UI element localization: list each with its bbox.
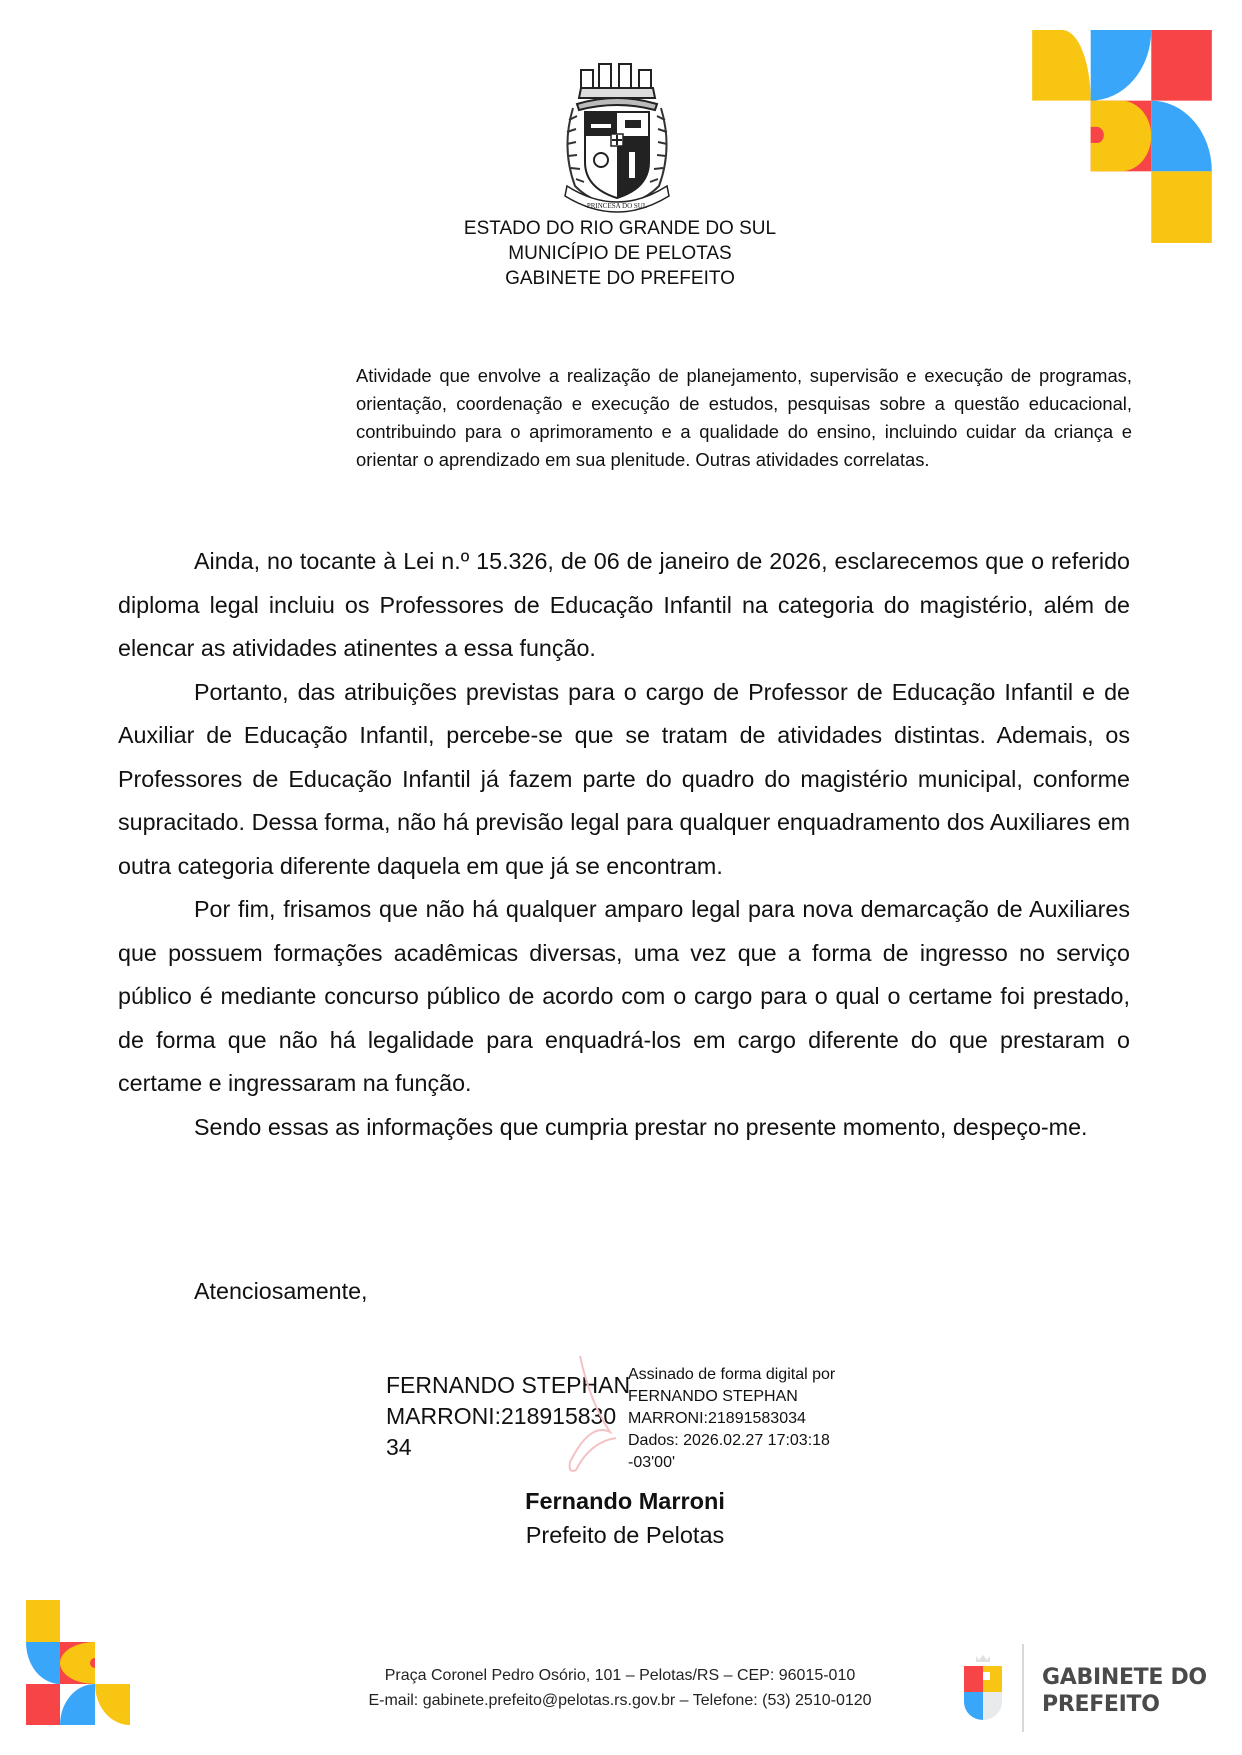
footer-email-phone: E-mail: gabinete.prefeito@pelotas.rs.gov.br – Telefone: (53) 2510-0120 bbox=[368, 1692, 872, 1709]
shield-icon bbox=[585, 112, 649, 198]
decorative-pattern-bottom bbox=[26, 1600, 132, 1726]
footer-address: Praça Coronel Pedro Osório, 101 – Pelotas/RS – CEP: 96015-010 bbox=[384, 1667, 856, 1684]
footer-contact bbox=[340, 1663, 900, 1713]
crest-motto: PRINCESA DO SUL bbox=[586, 202, 648, 210]
decorative-pattern-top bbox=[1032, 30, 1214, 244]
signer-role: Prefeito de Pelotas bbox=[525, 1522, 725, 1548]
organization-header bbox=[400, 216, 840, 291]
header-municipality: MUNICÍPIO DE PELOTAS bbox=[508, 243, 732, 264]
brand-divider bbox=[1022, 1644, 1024, 1732]
pdf-signature-watermark-icon bbox=[560, 1352, 620, 1482]
coat-of-arms-logo bbox=[557, 58, 677, 218]
closing-salutation: Atenciosamente, bbox=[194, 1278, 368, 1304]
brand-name: GABINETE DO PREFEITO bbox=[1042, 1665, 1207, 1717]
paragraph: Por fim, frisamos que não há qualquer amparo legal para nova demarcação de Auxiliares que possuem formações acadêmicas diversas, uma vez que a forma de ingresso no serviço público é mediante concurso público de acordo com o cargo para o qual o certame foi prestado, de forma que não há legalidade para enquadrá-los em cargo diferente do que prestaram o certame e ingressaram na função. bbox=[118, 896, 1130, 1096]
paragraph: Sendo essas as informações que cumpria prestar no presente momento, despeço-me. bbox=[194, 1113, 1088, 1140]
pelotas-shield-icon bbox=[962, 1652, 1004, 1722]
header-state: ESTADO DO RIO GRANDE DO SUL bbox=[463, 218, 777, 239]
signer-name: Fernando Marroni bbox=[525, 1488, 725, 1514]
mural-crown-icon bbox=[577, 64, 657, 110]
letter-body bbox=[118, 540, 1130, 1149]
footer-brand-logo bbox=[962, 1640, 1222, 1736]
paragraph: Ainda, no tocante à Lei n.º 15.326, de 06 de janeiro de 2026, esclarecemos que o referido diploma legal incluiu os Professores de Educação Infantil na categoria do magistério, além de elencar as atividades atinentes a essa função. bbox=[118, 548, 1130, 661]
paragraph: Portanto, das atribuições previstas para o cargo de Professor de Educação Infantil e de Auxiliar de Educação Infantil, percebe-se que se tratam de atividades distintas. Ademais, os Professores de Educação Infantil já fazem parte do quadro do magistério municipal, conforme supracitado. Dessa forma, não há previsão legal para qualquer enquadramento dos Auxiliares em outra categoria diferente daquela em que já se encontram. bbox=[118, 678, 1130, 879]
quoted-job-description: Atividade que envolve a realização de planejamento, supervisão e execução de programas, orientação, coordenação e execução de estudos, pesquisas sobre a questão educacional, contribuindo para o aprimoramento e a qualidade do ensino, incluindo cuidar da criança e orientar o aprendizado em sua plenitude. Outras atividades correlatas. bbox=[356, 365, 1132, 470]
digital-signature-name: FERNANDO STEPHAN MARRONI:218915830 34 bbox=[386, 1372, 631, 1460]
digital-signature-details: Assinado de forma digital por FERNANDO STEPHAN MARRONI:21891583034 Dados: 2026.02.27 17:03:18 -03'00' bbox=[628, 1366, 836, 1471]
header-office: GABINETE DO PREFEITO bbox=[505, 268, 735, 289]
signer-block bbox=[420, 1484, 830, 1552]
